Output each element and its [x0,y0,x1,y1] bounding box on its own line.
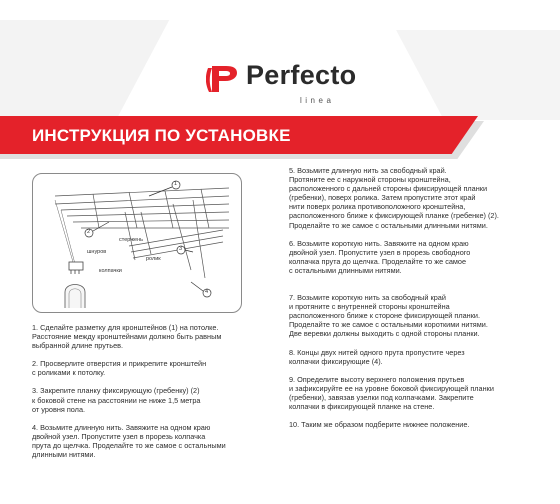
callout-3: 3 [179,246,183,252]
callout-2: 2 [87,229,91,235]
callout-4: 4 [205,289,209,295]
step-9: 9. Определите высоту верхнего положения прутьев и зафиксируйте ее на уровне боковой фиксирующей планки (гребенки), завязав узелки под колпачками. Закрепите колпачки в фиксирующей планке на стене. [289,374,494,411]
instructions-left-column [32,323,267,468]
step-8: 8. Концы двух нитей одного прута пропустите через колпачки фиксирующие (4). [289,347,465,366]
instructions-right-column [289,166,529,438]
callout-1: 1 [174,181,178,187]
page-title: ИНСТРУКЦИЯ ПО УСТАНОВКЕ [32,126,291,145]
step-1: 1. Сделайте разметку для кронштейнов (1) на потолке. Расстояние между кронштейнами должно быть равным выбранной длине прутьев. [32,323,222,351]
step-5: 5. Возьмите длинную нить за свободный край. Протяните ее с наружной стороны кронштейна, расположенного с дальней стороны фиксирующей планки (гребенки), поверх ролика. Затем пропустите этот край нити поверх ролика противоположного кронштейна, расположенного ближе к фиксирующей планке (гребенке) (2). Проделайте то же самое с остальными длинными нитями. [289,166,499,230]
brand-name: Perfecto [246,60,357,90]
dryer-illustration [33,174,241,312]
label-rod: стержень [119,237,143,243]
label-cords: шнуров [87,249,107,255]
label-caps: колпачки [99,268,122,274]
background-shape-right [396,30,560,120]
installation-diagram [32,173,242,313]
background-shape-left [0,20,169,130]
step-3: 3. Закрепите планку фиксирующую (гребенку) (2) к боковой стене на расстоянии не ниже 1,5 метра от уровня пола. [32,386,201,414]
step-4: 4. Возьмите длинную нить. Завяжите на одном краю двойной узел. Пропустите узел в прорезь колпачка прута до щелчка. Проделайте то же самое с остальными длинными нитями. [32,422,226,460]
step-6: 6. Возьмите короткую нить. Завяжите на одном краю двойной узел. Пропустите узел в прорезь свободного колпачка прута до щелчка. Проделайте то же самое с остальными длинными нитями. [289,238,471,275]
brand-subtitle: linea [300,96,335,105]
step-10: 10. Таким же образом подберите нижнее положение. [289,420,470,430]
label-roller: ролик [146,256,161,262]
step-2: 2. Просверлите отверстия и прикрепите кронштейн с роликами к потолку. [32,359,207,378]
brand-mark-icon [206,62,240,96]
step-7: 7. Возьмите короткую нить за свободный край и протяните с внутренней стороны кронштейна расположенного ближе к стороне фиксирующей планки. Проделайте то же самое с остальными короткими нитями. Две веревки должны выходить с одной стороны планки. [289,293,488,339]
